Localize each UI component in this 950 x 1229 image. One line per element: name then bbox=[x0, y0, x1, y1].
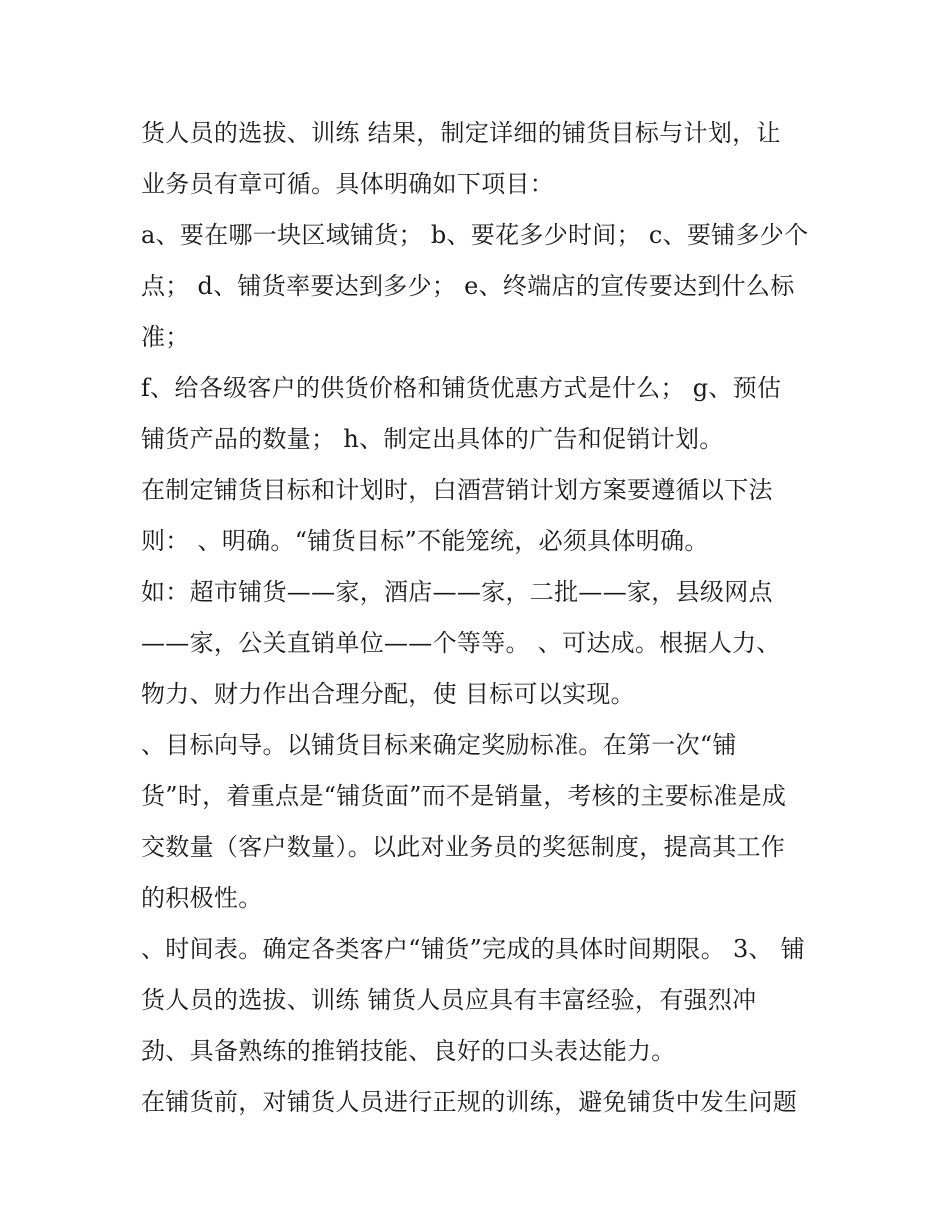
text-line: f、给各级客户的供货价格和铺货优惠方式是什么； g、预估 bbox=[141, 374, 782, 402]
text-line: 业务员有章可循。具体明确如下项目： bbox=[141, 170, 555, 198]
text-line: 交数量（客户数量）。以此对业务员的奖惩制度，提高其工作 bbox=[141, 833, 786, 861]
text-line: 、目标向导。以铺货目标来确定奖励标准。在第一次“铺 bbox=[141, 731, 737, 759]
text-line: 准； bbox=[141, 323, 190, 351]
text-line: 则： 、明确。“铺货目标”不能笼统，必须具体明确。 bbox=[141, 527, 709, 555]
text-line: 的积极性。 bbox=[141, 884, 263, 912]
text-line: 点； d、铺货率要达到多少； e、终端店的宣传要达到什么标 bbox=[141, 272, 795, 300]
text-line: 货”时，着重点是“铺货面”而不是销量，考核的主要标准是成 bbox=[141, 782, 787, 810]
text-line: 、时间表。确定各类客户“铺货”完成的具体时间期限。 3、 铺 bbox=[141, 935, 806, 963]
text-line: 如：超市铺货——家，酒店——家，二批——家，县级网点 bbox=[141, 578, 773, 606]
text-line: 货人员的选拔、训练 铺货人员应具有丰富经验，有强烈冲 bbox=[141, 986, 757, 1014]
text-line: 在制定铺货目标和计划时，白酒营销计划方案要遵循以下法 bbox=[141, 476, 773, 504]
text-line: 货人员的选拔、训练 结果，制定详细的铺货目标与计划，让 bbox=[141, 119, 781, 147]
text-line: ——家，公关直销单位——个等等。 、可达成。根据人力、 bbox=[141, 629, 781, 657]
text-line: 在铺货前，对铺货人员进行正规的训练，避免铺货中发生问题 bbox=[141, 1088, 798, 1116]
text-line: 铺货产品的数量； h、制定出具体的广告和促销计划。 bbox=[141, 425, 724, 453]
text-line: 劲、具备熟练的推销技能、良好的口头表达能力。 bbox=[141, 1037, 676, 1065]
text-line: 物力、财力作出合理分配，使 目标可以实现。 bbox=[141, 680, 635, 708]
body-text bbox=[141, 108, 821, 1128]
text-line: a、要在哪一块区域铺货； b、要花多少时间； c、要铺多少个 bbox=[141, 221, 809, 249]
